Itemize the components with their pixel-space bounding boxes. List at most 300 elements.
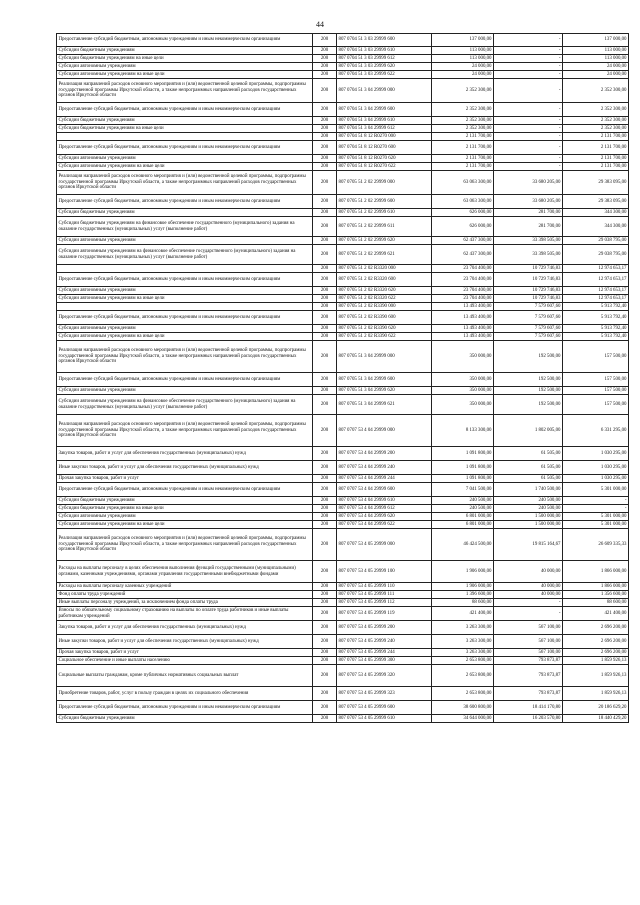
- cell-name: Прочая закупка товаров, работ и услуг: [57, 649, 313, 657]
- cell-name: Предоставление субсидий бюджетным, автономным учреждениям и иным некоммерческим организациям: [57, 141, 313, 155]
- cell-a: 7 041 500,00: [432, 483, 494, 497]
- table-row: [57, 265, 629, 273]
- cell-kvr: 200: [313, 607, 337, 621]
- table-row: [57, 373, 629, 387]
- cell-a: 2 352 300,00: [432, 79, 494, 103]
- cell-b: 1 740 500,00: [494, 483, 563, 497]
- cell-name: Субсидии бюджетным учреждениям на финансовое обеспечение государственного (муниципального) задания на оказание государственных (муниципальных) услуг (выполнение работ): [57, 217, 313, 237]
- table-row: [57, 209, 629, 217]
- cell-code: 807 0704 51 3 04 29999 610: [337, 117, 432, 125]
- cell-a: 62 437 300,00: [432, 237, 494, 245]
- cell-name: Предоставление субсидий бюджетным, автономным учреждениям и иным некоммерческим организациям: [57, 483, 313, 497]
- cell-code: 807 0704 51 3 04 29999 600: [337, 103, 432, 117]
- cell-kvr: 200: [313, 513, 337, 521]
- table-row: [57, 715, 629, 723]
- cell-a: 2 352 300,00: [432, 117, 494, 125]
- cell-a: 46 424 500,00: [432, 529, 494, 561]
- cell-kvr: 200: [313, 591, 337, 599]
- table-row: [57, 497, 629, 505]
- cell-b: 10 729 746,83: [494, 265, 563, 273]
- cell-kvr: 200: [313, 295, 337, 303]
- cell-c: 5 913 792,40: [563, 311, 629, 325]
- cell-b: -: [494, 155, 563, 163]
- cell-c: 137 000,00: [563, 34, 629, 47]
- table-row: [57, 607, 629, 621]
- cell-kvr: 200: [313, 687, 337, 701]
- cell-b: 61 505,00: [494, 447, 563, 461]
- cell-name: Субсидии автономным учреждениям: [57, 155, 313, 163]
- cell-a: 350 000,00: [432, 387, 494, 395]
- cell-b: 567 100,00: [494, 621, 563, 635]
- cell-a: 626 000,00: [432, 209, 494, 217]
- cell-kvr: 200: [313, 273, 337, 287]
- cell-name: Приобретение товаров, работ, услуг в пользу граждан в целях их социального обеспечения: [57, 687, 313, 701]
- table-row: [57, 311, 629, 325]
- table-row: [57, 245, 629, 265]
- cell-code: 807 0707 53 4 04 29999 612: [337, 505, 432, 513]
- cell-name: Социальное обеспечение и иные выплаты населению: [57, 657, 313, 665]
- cell-a: 1 906 000,00: [432, 561, 494, 583]
- cell-code: 807 0705 51 3 04 29999 000: [337, 341, 432, 373]
- cell-b: -: [494, 599, 563, 607]
- cell-b: -: [494, 79, 563, 103]
- cell-b: -: [494, 71, 563, 79]
- cell-code: 807 0705 51 2 02 R3320 620: [337, 287, 432, 295]
- cell-b: 567 100,00: [494, 635, 563, 649]
- cell-a: 113 000,00: [432, 47, 494, 55]
- cell-kvr: 200: [313, 583, 337, 591]
- cell-b: 19 815 164,67: [494, 529, 563, 561]
- cell-kvr: 200: [313, 155, 337, 163]
- table-row: [57, 529, 629, 561]
- cell-b: 793 873,87: [494, 687, 563, 701]
- cell-name: Субсидии бюджетным учреждениям: [57, 497, 313, 505]
- cell-a: 2 352 300,00: [432, 125, 494, 133]
- cell-kvr: 200: [313, 103, 337, 117]
- cell-kvr: 200: [313, 635, 337, 649]
- cell-a: 240 500,00: [432, 497, 494, 505]
- cell-kvr: 200: [313, 461, 337, 475]
- cell-b: 281 700,00: [494, 217, 563, 237]
- cell-name: Закупка товаров, работ и услуг для обеспечения государственных (муниципальных) нужд: [57, 447, 313, 461]
- cell-kvr: 200: [313, 387, 337, 395]
- cell-a: 1 396 600,00: [432, 591, 494, 599]
- cell-name: Субсидии автономным учреждениям: [57, 513, 313, 521]
- cell-a: 2 131 700,00: [432, 133, 494, 141]
- table-row: [57, 483, 629, 497]
- cell-kvr: 200: [313, 665, 337, 687]
- cell-b: 793 873,87: [494, 657, 563, 665]
- cell-kvr: 200: [313, 505, 337, 513]
- cell-b: 10 729 746,83: [494, 295, 563, 303]
- table-row: [57, 505, 629, 513]
- cell-a: 13 493 400,00: [432, 325, 494, 333]
- table-row: [57, 621, 629, 635]
- cell-c: 29 038 795,00: [563, 245, 629, 265]
- cell-name: Расходы на выплаты персоналу в целях обеспечения выполнения функций государственными (муниципальными) органами, казенными учреждениями, органами управления государственными внебюджетными фондами: [57, 561, 313, 583]
- cell-c: 88 600,00: [563, 599, 629, 607]
- cell-c: 5 301 000,00: [563, 521, 629, 529]
- cell-name: Взносы по обязательному социальному страхованию на выплаты по оплате труда работников и иные выплаты работникам учреждений: [57, 607, 313, 621]
- cell-b: 192 500,00: [494, 373, 563, 387]
- cell-b: 61 505,00: [494, 475, 563, 483]
- cell-name: Субсидии бюджетным учреждениям: [57, 47, 313, 55]
- cell-kvr: 200: [313, 599, 337, 607]
- table-row: [57, 141, 629, 155]
- cell-c: 157 500,00: [563, 373, 629, 387]
- cell-b: 7 579 607,60: [494, 311, 563, 325]
- cell-b: 192 500,00: [494, 395, 563, 415]
- cell-code: 807 0704 51 8 12 R0270 000: [337, 133, 432, 141]
- cell-name: Предоставление субсидий бюджетным, автономным учреждениям и иным некоммерческим организациям: [57, 701, 313, 715]
- cell-a: 34 644 000,00: [432, 715, 494, 723]
- cell-code: 807 0705 51 2 02 29999 000: [337, 171, 432, 195]
- cell-name: Предоставление субсидий бюджетным, автономным учреждениям и иным некоммерческим организациям: [57, 103, 313, 117]
- cell-a: 3 263 300,00: [432, 635, 494, 649]
- cell-name: Субсидии автономным учреждениям: [57, 63, 313, 71]
- cell-a: 350 000,00: [432, 341, 494, 373]
- table-row: [57, 287, 629, 295]
- cell-code: 807 0704 51 8 12 R0270 600: [337, 141, 432, 155]
- cell-b: 40 000,00: [494, 561, 563, 583]
- cell-c: -: [563, 505, 629, 513]
- cell-code: 807 0705 51 2 02 R3390 000: [337, 303, 432, 311]
- cell-a: 2 131 700,00: [432, 141, 494, 155]
- cell-a: 2 131 700,00: [432, 155, 494, 163]
- cell-name: Субсидии бюджетным учреждениям на иные цели: [57, 505, 313, 513]
- cell-b: 567 100,00: [494, 649, 563, 657]
- cell-c: 18 440 429,20: [563, 715, 629, 723]
- table-row: [57, 117, 629, 125]
- table-row: [57, 415, 629, 447]
- cell-code: 807 0705 51 2 02 R3320 622: [337, 295, 432, 303]
- page-number: 44: [316, 20, 324, 29]
- cell-name: Субсидии автономным учреждениям на иные цели: [57, 163, 313, 171]
- cell-name: Реализация направлений расходов основного мероприятия и (или) ведомственной целевой программы, подпрограммы государственной программы Иркутской области, а также непрограммных направлений расходов государственных органов Иркутской области: [57, 341, 313, 373]
- cell-b: -: [494, 55, 563, 63]
- cell-kvr: 200: [313, 447, 337, 461]
- cell-b: 40 000,00: [494, 583, 563, 591]
- cell-b: -: [494, 47, 563, 55]
- cell-a: 2 653 800,00: [432, 687, 494, 701]
- cell-name: Реализация направлений расходов основного мероприятия и (или) ведомственной целевой программы, подпрограммы государственной программы Иркутской области, а также непрограммных направлений расходов государственных органов Иркутской области: [57, 79, 313, 103]
- cell-name: Субсидии автономным учреждениям на иные цели: [57, 521, 313, 529]
- cell-code: 807 0704 51 3 03 29999 612: [337, 55, 432, 63]
- cell-name: Социальные выплаты гражданам, кроме публичных нормативных социальных выплат: [57, 665, 313, 687]
- cell-b: 40 000,00: [494, 591, 563, 599]
- cell-kvr: 200: [313, 171, 337, 195]
- cell-c: 12 974 653,17: [563, 265, 629, 273]
- cell-a: 2 653 800,00: [432, 665, 494, 687]
- cell-c: 1 356 600,00: [563, 591, 629, 599]
- table-row: [57, 155, 629, 163]
- cell-kvr: 200: [313, 71, 337, 79]
- cell-kvr: 200: [313, 311, 337, 325]
- cell-c: 12 974 653,17: [563, 273, 629, 287]
- table-row: [57, 63, 629, 71]
- table-row: [57, 475, 629, 483]
- cell-a: 3 263 300,00: [432, 649, 494, 657]
- cell-c: 113 000,00: [563, 55, 629, 63]
- cell-b: -: [494, 133, 563, 141]
- cell-c: 1 859 926,13: [563, 687, 629, 701]
- cell-code: 807 0705 51 2 02 R3390 620: [337, 325, 432, 333]
- cell-kvr: 200: [313, 333, 337, 341]
- cell-c: 2 352 300,00: [563, 125, 629, 133]
- cell-code: 807 0705 51 2 02 29999 610: [337, 209, 432, 217]
- table-row: [57, 217, 629, 237]
- cell-c: 2 131 700,00: [563, 163, 629, 171]
- cell-c: 2 352 300,00: [563, 117, 629, 125]
- cell-name: Предоставление субсидий бюджетным, автономным учреждениям и иным некоммерческим организациям: [57, 373, 313, 387]
- cell-c: 6 331 295,00: [563, 415, 629, 447]
- cell-kvr: 200: [313, 133, 337, 141]
- table-body: [57, 34, 629, 723]
- cell-code: 807 0707 53 4 05 29999 119: [337, 607, 432, 621]
- table-row: [57, 687, 629, 701]
- table-row: [57, 649, 629, 657]
- cell-kvr: 200: [313, 195, 337, 209]
- cell-kvr: 200: [313, 217, 337, 237]
- cell-kvr: 200: [313, 483, 337, 497]
- cell-c: 29 383 095,00: [563, 195, 629, 209]
- cell-kvr: 200: [313, 521, 337, 529]
- cell-name: Фонд оплаты труда учреждений: [57, 591, 313, 599]
- table-row: [57, 387, 629, 395]
- cell-a: 240 500,00: [432, 505, 494, 513]
- cell-kvr: 200: [313, 657, 337, 665]
- cell-c: 5 913 792,40: [563, 325, 629, 333]
- cell-c: 29 383 095,00: [563, 171, 629, 195]
- cell-kvr: 200: [313, 341, 337, 373]
- cell-a: 2 352 300,00: [432, 103, 494, 117]
- cell-name: Реализация направлений расходов основного мероприятия и (или) ведомственной целевой программы, подпрограммы государственной программы Иркутской области, а также непрограммных направлений расходов государственных органов Иркутской области: [57, 171, 313, 195]
- cell-code: 807 0705 51 2 02 R3320 000: [337, 265, 432, 273]
- cell-name: Субсидии автономным учреждениям: [57, 237, 313, 245]
- cell-name: Субсидии бюджетным учреждениям: [57, 209, 313, 217]
- cell-a: 1 091 800,00: [432, 475, 494, 483]
- cell-kvr: 200: [313, 125, 337, 133]
- cell-c: 2 131 700,00: [563, 133, 629, 141]
- cell-c: 12 974 653,17: [563, 295, 629, 303]
- cell-code: 807 0707 53 4 05 29999 600: [337, 701, 432, 715]
- cell-name: Субсидии бюджетным учреждениям: [57, 715, 313, 723]
- cell-name: Реализация направлений расходов основного мероприятия и (или) ведомственной целевой программы, подпрограммы государственной программы Иркутской области, а также непрограммных направлений расходов государственных органов Иркутской области: [57, 529, 313, 561]
- cell-name: Субсидии автономным учреждениям: [57, 387, 313, 395]
- cell-code: 807 0707 53 4 04 29999 600: [337, 483, 432, 497]
- cell-name: Субсидии бюджетным учреждениям на иные цели: [57, 125, 313, 133]
- cell-name: Субсидии автономным учреждениям на иные цели: [57, 295, 313, 303]
- cell-a: 62 437 300,00: [432, 245, 494, 265]
- cell-code: 807 0704 51 3 04 29999 612: [337, 125, 432, 133]
- cell-name: Субсидии автономным учреждениям на финансовое обеспечение государственного (муниципального) задания на оказание государственных (муниципальных) услуг (выполнение работ): [57, 395, 313, 415]
- table-row: [57, 461, 629, 475]
- cell-c: 113 000,00: [563, 47, 629, 55]
- cell-c: 1 030 295,00: [563, 461, 629, 475]
- table-row: [57, 133, 629, 141]
- cell-code: 807 0707 53 4 05 29999 320: [337, 665, 432, 687]
- cell-c: 5 913 792,40: [563, 333, 629, 341]
- cell-code: 807 0707 53 4 05 29999 610: [337, 715, 432, 723]
- cell-kvr: 200: [313, 47, 337, 55]
- cell-a: 13 493 400,00: [432, 303, 494, 311]
- cell-code: 807 0707 53 4 04 29999 622: [337, 521, 432, 529]
- cell-kvr: 200: [313, 34, 337, 47]
- cell-a: 2 653 800,00: [432, 657, 494, 665]
- cell-b: 7 579 607,60: [494, 303, 563, 311]
- table-row: [57, 163, 629, 171]
- cell-c: 1 030 295,00: [563, 447, 629, 461]
- table-row: [57, 341, 629, 373]
- cell-a: 626 000,00: [432, 217, 494, 237]
- cell-code: 807 0707 53 4 05 29999 240: [337, 635, 432, 649]
- cell-a: 13 493 400,00: [432, 311, 494, 325]
- cell-c: 2 352 300,00: [563, 79, 629, 103]
- cell-kvr: 200: [313, 117, 337, 125]
- cell-kvr: 200: [313, 715, 337, 723]
- cell-b: 33 680 205,00: [494, 171, 563, 195]
- cell-name: Предоставление субсидий бюджетным, автономным учреждениям и иным некоммерческим организациям: [57, 34, 313, 47]
- cell-code: 807 0705 51 2 02 29999 611: [337, 217, 432, 237]
- cell-a: 1 906 000,00: [432, 583, 494, 591]
- cell-b: 240 500,00: [494, 505, 563, 513]
- table-row: [57, 125, 629, 133]
- cell-code: 807 0707 53 4 05 29999 323: [337, 687, 432, 701]
- table-row: [57, 635, 629, 649]
- cell-b: 33 398 505,00: [494, 237, 563, 245]
- cell-b: 61 505,00: [494, 461, 563, 475]
- table-row: [57, 273, 629, 287]
- cell-name: Иные выплаты персоналу учреждений, за исключением фонда оплаты труда: [57, 599, 313, 607]
- cell-name: Прочая закупка товаров, работ и услуг: [57, 475, 313, 483]
- cell-code: 807 0705 51 3 04 29999 600: [337, 373, 432, 387]
- cell-c: 2 696 200,00: [563, 649, 629, 657]
- cell-a: 23 704 400,00: [432, 287, 494, 295]
- cell-c: 1 866 000,00: [563, 561, 629, 583]
- cell-a: 13 493 400,00: [432, 333, 494, 341]
- cell-c: 12 974 653,17: [563, 287, 629, 295]
- cell-b: 10 729 746,83: [494, 287, 563, 295]
- cell-b: 1 802 005,00: [494, 415, 563, 447]
- cell-c: 5 301 000,00: [563, 513, 629, 521]
- cell-c: 20 186 629,20: [563, 701, 629, 715]
- cell-name: Предоставление субсидий бюджетным, автономным учреждениям и иным некоммерческим организациям: [57, 311, 313, 325]
- table-row: [57, 34, 629, 47]
- table-row: [57, 599, 629, 607]
- cell-b: 240 500,00: [494, 497, 563, 505]
- table-row: [57, 55, 629, 63]
- cell-b: 7 579 607,60: [494, 333, 563, 341]
- cell-code: 807 0707 53 4 04 29999 200: [337, 447, 432, 461]
- cell-c: 1 866 000,00: [563, 583, 629, 591]
- cell-code: 807 0707 53 4 05 29999 244: [337, 649, 432, 657]
- cell-c: 29 038 795,00: [563, 237, 629, 245]
- cell-name: Субсидии автономным учреждениям на иные цели: [57, 333, 313, 341]
- cell-b: -: [494, 163, 563, 171]
- cell-kvr: 200: [313, 209, 337, 217]
- cell-name: Субсидии автономным учреждениям на иные цели: [57, 71, 313, 79]
- cell-code: 807 0707 53 4 05 29999 111: [337, 591, 432, 599]
- cell-c: 2 131 700,00: [563, 141, 629, 155]
- cell-kvr: 200: [313, 325, 337, 333]
- table-row: [57, 333, 629, 341]
- table-row: [57, 47, 629, 55]
- cell-b: 1 500 000,00: [494, 513, 563, 521]
- cell-kvr: 200: [313, 265, 337, 273]
- cell-a: 350 000,00: [432, 395, 494, 415]
- cell-a: 23 704 400,00: [432, 265, 494, 273]
- cell-a: 1 091 800,00: [432, 461, 494, 475]
- cell-a: 24 000,00: [432, 63, 494, 71]
- cell-code: 807 0704 51 3 03 29999 620: [337, 63, 432, 71]
- table-row: [57, 303, 629, 311]
- cell-name: Реализация направлений расходов основного мероприятия и (или) ведомственной целевой программы, подпрограммы государственной программы Иркутской области, а также непрограммных направлений расходов государственных органов Иркутской области: [57, 415, 313, 447]
- cell-code: 807 0705 51 2 02 R3390 622: [337, 333, 432, 341]
- cell-code: 807 0704 51 3 03 29999 600: [337, 34, 432, 47]
- cell-code: 807 0707 53 4 05 29999 100: [337, 561, 432, 583]
- cell-code: 807 0704 51 3 04 29999 000: [337, 79, 432, 103]
- cell-c: 2 352 300,00: [563, 103, 629, 117]
- cell-kvr: 200: [313, 395, 337, 415]
- cell-code: 807 0704 51 8 12 R0270 622: [337, 163, 432, 171]
- cell-code: 807 0704 51 3 03 29999 622: [337, 71, 432, 79]
- cell-b: 33 398 505,00: [494, 245, 563, 265]
- cell-c: 2 131 700,00: [563, 155, 629, 163]
- cell-kvr: 200: [313, 373, 337, 387]
- cell-name: Иные закупки товаров, работ и услуг для обеспечения государственных (муниципальных) нужд: [57, 635, 313, 649]
- table-row: [57, 561, 629, 583]
- table-row: [57, 395, 629, 415]
- cell-a: 421 400,00: [432, 607, 494, 621]
- cell-b: 192 500,00: [494, 341, 563, 373]
- cell-a: 38 600 800,00: [432, 701, 494, 715]
- cell-c: 1 030 295,00: [563, 475, 629, 483]
- table-row: [57, 583, 629, 591]
- cell-code: 807 0705 51 2 02 R3320 600: [337, 273, 432, 287]
- cell-code: 807 0707 53 4 04 29999 610: [337, 497, 432, 505]
- cell-b: -: [494, 141, 563, 155]
- cell-b: 18 414 170,80: [494, 701, 563, 715]
- table-row: [57, 103, 629, 117]
- table-row: [57, 325, 629, 333]
- cell-kvr: 200: [313, 621, 337, 635]
- cell-a: 3 263 300,00: [432, 621, 494, 635]
- table-row: [57, 79, 629, 103]
- cell-c: 24 000,00: [563, 63, 629, 71]
- cell-kvr: 200: [313, 245, 337, 265]
- cell-code: 807 0704 51 8 12 R0270 620: [337, 155, 432, 163]
- cell-name: Предоставление субсидий бюджетным, автономным учреждениям и иным некоммерческим организациям: [57, 195, 313, 209]
- table-row: [57, 521, 629, 529]
- cell-a: 6 801 000,00: [432, 513, 494, 521]
- cell-code: 807 0704 51 3 03 29999 610: [337, 47, 432, 55]
- table-row: [57, 701, 629, 715]
- table-row: [57, 195, 629, 209]
- table-row: [57, 71, 629, 79]
- budget-table: [56, 33, 629, 723]
- cell-c: -: [563, 497, 629, 505]
- cell-a: 63 063 300,00: [432, 195, 494, 209]
- cell-kvr: 200: [313, 415, 337, 447]
- cell-kvr: 200: [313, 163, 337, 171]
- cell-kvr: 200: [313, 649, 337, 657]
- cell-name: Расходы на выплаты персоналу казенных учреждений: [57, 583, 313, 591]
- cell-a: 6 801 000,00: [432, 521, 494, 529]
- cell-kvr: 200: [313, 497, 337, 505]
- cell-code: 807 0707 53 4 04 29999 620: [337, 513, 432, 521]
- cell-c: 2 696 200,00: [563, 621, 629, 635]
- cell-code: 807 0705 51 2 02 R3390 600: [337, 311, 432, 325]
